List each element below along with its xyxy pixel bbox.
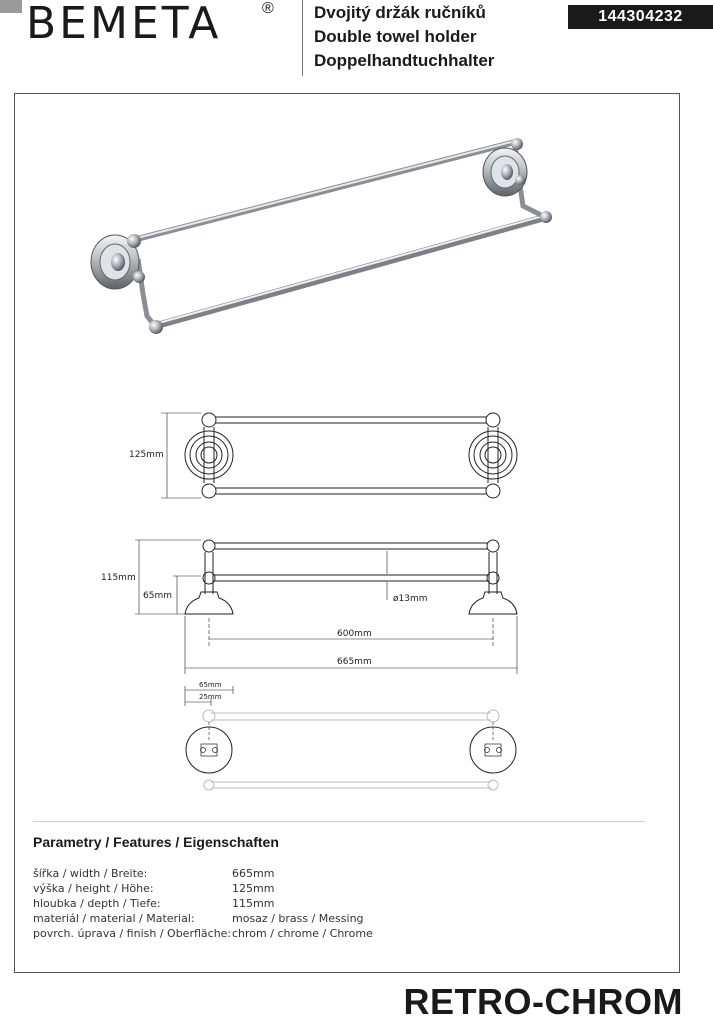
dim-offset-1: 65mm bbox=[199, 681, 222, 689]
brand-logo: BEMETA bbox=[26, 0, 222, 49]
spec-value-width: 665mm bbox=[232, 867, 275, 880]
dim-offset-2: 25mm bbox=[199, 693, 222, 701]
mount-view bbox=[185, 686, 516, 790]
header-divider bbox=[302, 0, 303, 76]
front-view bbox=[161, 413, 517, 498]
spec-label-finish: povrch. úprava / finish / Oberfläche: bbox=[33, 927, 232, 940]
product-name-en: Double towel holder bbox=[314, 27, 477, 46]
spec-value-depth: 115mm bbox=[232, 897, 275, 910]
spec-value-height: 125mm bbox=[232, 882, 275, 895]
dim-diameter: ø13mm bbox=[393, 594, 428, 604]
product-name-de: Doppelhandtuchhalter bbox=[314, 51, 495, 70]
series-name: RETRO-CHROM bbox=[403, 981, 683, 1020]
spec-value-material: mosaz / brass / Messing bbox=[232, 912, 364, 925]
section-separator bbox=[33, 821, 645, 822]
spec-label-width: šířka / width / Breite: bbox=[33, 867, 148, 880]
spec-value-finish: chrom / chrome / Chrome bbox=[232, 927, 373, 940]
dim-depth-lower: 65mm bbox=[143, 591, 172, 601]
spec-label-height: výška / height / Höhe: bbox=[33, 882, 154, 895]
side-view bbox=[135, 540, 517, 674]
spec-label-material: materiál / material / Material: bbox=[33, 912, 195, 925]
dim-depth-total: 115mm bbox=[101, 573, 136, 583]
dim-height: 125mm bbox=[129, 450, 164, 460]
registered-mark: ® bbox=[262, 0, 274, 17]
features-heading: Parametry / Features / Eigenschaften bbox=[33, 834, 279, 850]
product-code: 144304232 bbox=[568, 5, 713, 29]
dim-bar-span: 600mm bbox=[337, 629, 372, 639]
corner-mark bbox=[0, 0, 22, 13]
product-name-cs: Dvojitý držák ručníků bbox=[314, 3, 486, 22]
dim-overall-width: 665mm bbox=[337, 657, 372, 667]
product-names bbox=[314, 1, 494, 73]
spec-label-depth: hloubka / depth / Tiefe: bbox=[33, 897, 161, 910]
product-photo bbox=[91, 138, 552, 334]
